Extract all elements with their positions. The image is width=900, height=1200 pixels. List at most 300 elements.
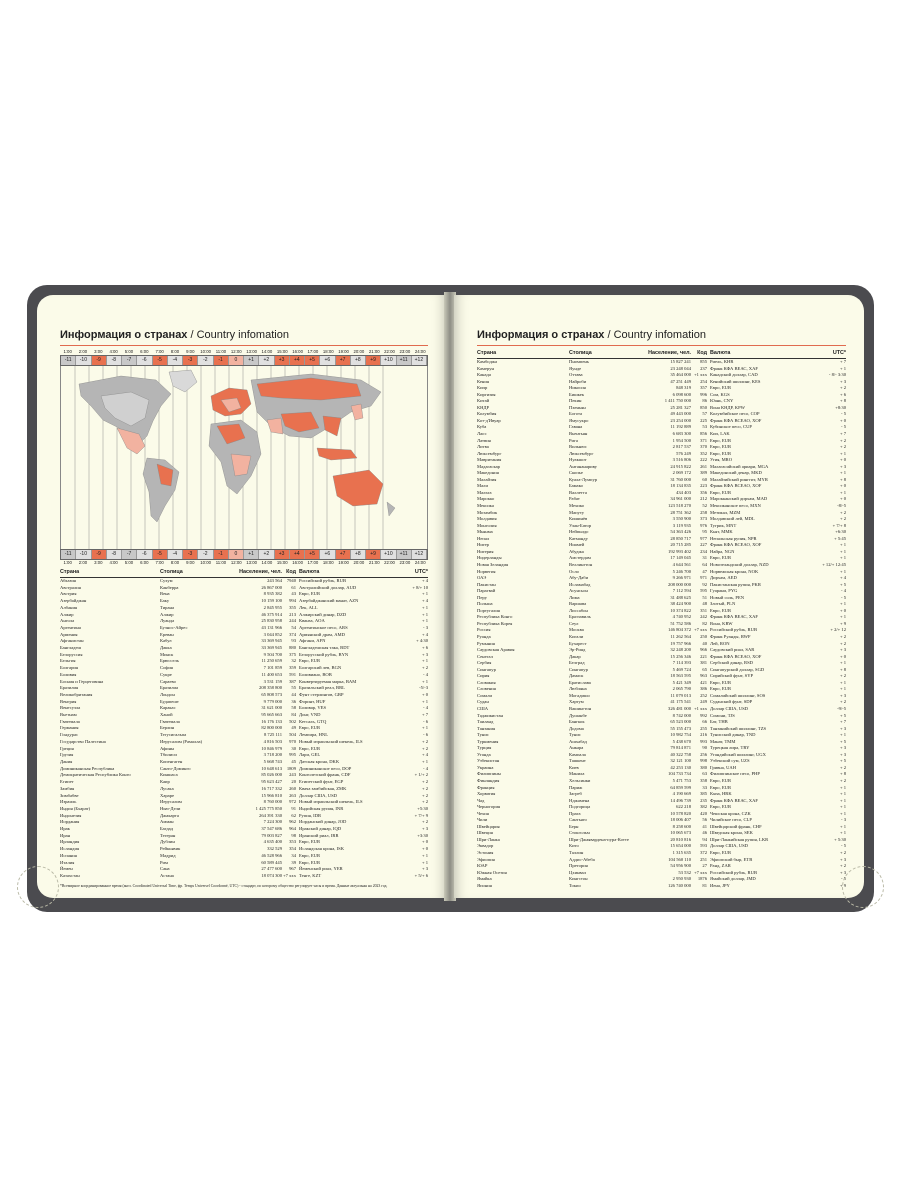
cell-utc: + 8/+ 10: [412, 584, 428, 590]
cell-country: Исландия: [60, 846, 80, 852]
hour-label: 12:00: [230, 560, 242, 565]
cell-capital: Пекин: [569, 398, 582, 404]
cell-code: 381: [700, 660, 707, 666]
cell-capital: Бишкек: [569, 391, 585, 397]
cell-capital: Кишинёв: [569, 516, 588, 522]
cell-country: Эквадор: [477, 843, 494, 849]
cell-population: 5 471 753: [672, 778, 691, 783]
cell-country: Руанда: [477, 633, 491, 639]
cell-capital: Тегусигальпа: [160, 732, 187, 738]
cell-utc: - 4: [423, 765, 428, 771]
hour-label: 11:00: [215, 349, 227, 354]
cell-country: Мальта: [477, 489, 492, 495]
cell-capital: Варшава: [569, 601, 587, 607]
cell-utc: + 0: [839, 653, 846, 659]
cell-utc: + 5/+ 6: [414, 872, 428, 878]
cell-capital: Анкара: [569, 745, 584, 751]
cell-country: Япония: [477, 882, 492, 888]
utc-offset-cell: -3: [183, 550, 198, 559]
cell-population: 10 578 820: [670, 810, 691, 816]
cell-code: 237: [700, 365, 707, 371]
cell-code: 53: [702, 424, 707, 430]
cell-capital: Тбилиси: [160, 752, 177, 758]
cell-currency: Танзанийский шиллинг, TZS: [710, 725, 767, 731]
cell-currency: Тенге, KZT: [299, 872, 322, 878]
table-row: [60, 806, 428, 813]
table-row: [60, 719, 428, 726]
hour-label: 15:00: [276, 560, 288, 565]
cell-code: 244: [289, 618, 296, 624]
cell-currency: Донг, VND: [299, 712, 321, 718]
cell-country: Марокко: [477, 496, 495, 502]
utc-offset-cell: 0: [229, 356, 244, 365]
cell-capital: Додома: [569, 725, 584, 731]
cell-country: Эфиопия: [477, 856, 495, 862]
cell-population: 9 504 700: [263, 651, 282, 657]
cell-country: Сенегал: [477, 653, 493, 659]
cell-capital: Никосия: [569, 385, 586, 391]
cell-code: 27: [702, 863, 707, 869]
cell-population: 6 683 300: [672, 431, 691, 437]
cell-population: 79 814 871: [670, 745, 691, 751]
cell-code: 84: [291, 712, 296, 718]
cell-utc: + 1: [421, 658, 428, 664]
cell-code: 994: [289, 598, 296, 604]
cell-code: 94: [702, 836, 707, 842]
cell-capital: Копенгаген: [160, 758, 183, 764]
cell-currency: Малагасийский ариари, MGA: [710, 463, 769, 469]
world-timezone-map: [60, 366, 428, 549]
cell-capital: Лусака: [160, 785, 174, 791]
cell-capital: Тирана: [160, 604, 174, 610]
cell-population: 4 816 503: [263, 738, 282, 744]
table-row: [60, 779, 428, 786]
cell-capital: Белград: [569, 660, 585, 666]
cell-code: 387: [289, 678, 296, 684]
cell-currency: Сингапурский доллар, SGD: [710, 666, 765, 672]
cell-population: 14 496 739: [670, 797, 691, 803]
cell-capital: Рига: [569, 437, 578, 443]
cell-population: 11 192 889: [670, 424, 691, 430]
cell-currency: Российский рубль, RUB: [710, 869, 758, 875]
cell-population: 5 246 700: [672, 568, 691, 574]
cell-currency: Канадский доллар, CAD: [710, 372, 758, 378]
cell-country: Мавритания: [477, 457, 502, 463]
cell-capital: Кампала: [569, 751, 586, 757]
cell-population: 32 248 200: [670, 647, 691, 653]
cell-currency: Юань, CNY: [710, 398, 734, 404]
cell-currency: Франк КФА ВСЕАО, XOF: [710, 542, 762, 548]
cell-capital: Дублин: [160, 839, 175, 845]
timezone-offsets-top: [60, 355, 428, 366]
cell-country: Гондурас: [60, 732, 79, 738]
cell-country: Новая Зеландия: [477, 561, 509, 567]
cell-utc: + 7/+ 9: [414, 812, 428, 818]
cell-country: ЮАР: [477, 863, 488, 869]
utc-offset-cell: +5: [305, 356, 320, 365]
cell-utc: + 2: [839, 863, 846, 869]
table-row: [60, 759, 428, 766]
cell-code: 261: [700, 463, 707, 469]
cell-code: 1876: [697, 876, 707, 882]
cell-code: 57: [702, 411, 707, 417]
cell-code: 352: [700, 450, 707, 456]
cell-currency: Доллар США, USD: [299, 792, 337, 798]
cell-currency: Молдавский лей, MDL: [710, 516, 755, 522]
cell-currency: Иорданский динар, JOD: [299, 819, 347, 825]
cell-code: 44: [291, 691, 296, 697]
cell-currency: Евро, EUR: [299, 725, 321, 731]
cell-country: Ирландия: [60, 839, 80, 845]
cell-currency: Новый соль, PEN: [710, 594, 745, 600]
cell-utc: + 1: [421, 698, 428, 704]
cell-capital: Яунде: [569, 365, 582, 371]
cell-code: 972: [289, 799, 296, 805]
cell-country: Южная Осетия: [477, 869, 507, 875]
cell-population: 11 079 013: [670, 692, 691, 698]
cell-country: Белоруссия: [60, 651, 83, 657]
cell-utc: + 1: [421, 852, 428, 858]
cell-country: Узбекистан: [477, 758, 500, 764]
hour-label: 8:00: [170, 349, 180, 354]
cell-capital: Загреб: [569, 791, 582, 797]
cell-population: 8 258 600: [672, 823, 691, 829]
cell-population: 332 529: [267, 846, 282, 852]
cell-code: 20: [291, 779, 296, 785]
cell-code: 970: [289, 738, 296, 744]
title-rule: [60, 342, 428, 346]
cell-utc: + 0: [839, 483, 846, 489]
cell-country: Кения: [477, 378, 489, 384]
cell-capital: Абуджа: [569, 548, 584, 554]
hour-label: 21:00: [368, 349, 380, 354]
cell-population: 60 589 445: [261, 859, 282, 865]
cell-currency: Новый израильский шекель, ILS: [299, 799, 363, 805]
cell-code: 855: [700, 359, 707, 364]
cell-code: 39: [291, 859, 296, 865]
cell-code: 358: [700, 778, 707, 783]
cell-utc: + 2: [421, 799, 428, 805]
utc-offset-cell: +2: [259, 550, 274, 559]
cell-currency: Франк КФА ВЕАС, XAF: [710, 797, 758, 803]
cell-code: 386: [700, 686, 707, 692]
table-row: [60, 665, 428, 672]
utc-offset-cell: -2: [198, 550, 213, 559]
cell-capital: Кингстон: [569, 876, 588, 882]
cell-currency: Сомони, TJS: [710, 712, 735, 718]
cell-country: Сирия: [477, 673, 490, 679]
table-row: [60, 766, 428, 773]
cell-utc: - 4: [423, 671, 428, 677]
cell-utc: + 0: [839, 607, 846, 613]
cell-population: 28 751 362: [670, 509, 691, 515]
table-row: [60, 853, 428, 860]
cell-population: 3 516 806: [672, 457, 691, 463]
utc-offset-cell: -6: [137, 356, 152, 365]
cell-utc: + 3: [839, 692, 846, 698]
cell-code: 995: [289, 752, 296, 758]
cell-code: 82: [702, 620, 707, 626]
cell-utc: + 1: [839, 784, 846, 790]
table-row: [60, 672, 428, 679]
table-row: [60, 658, 428, 665]
cell-code: 30: [291, 745, 296, 751]
table-row: [60, 846, 428, 853]
cell-utc: + 2: [839, 385, 846, 391]
cell-currency: Кетсаль, GTQ: [299, 718, 327, 724]
cell-capital: Санто-Доминго: [160, 765, 191, 771]
cell-country: Туркмения: [477, 738, 499, 744]
utc-offset-cell: +9: [366, 356, 381, 365]
cell-currency: Евро, EUR: [710, 784, 732, 790]
table-row: [60, 712, 428, 719]
utc-offset-cell: -2: [198, 356, 213, 365]
cell-capital: Киев: [569, 764, 579, 770]
cell-currency: Марокканский дирхам, MAD: [710, 496, 768, 502]
cell-population: 104 733 734: [668, 771, 691, 777]
cell-population: 5 421 349: [672, 679, 691, 685]
cell-utc: + 9: [839, 882, 846, 888]
cell-capital: Вена: [160, 591, 170, 597]
cell-code: 45: [291, 758, 296, 764]
cell-capital: Сантьяго: [569, 817, 587, 823]
cell-code: 359: [289, 665, 296, 671]
cell-currency: Дирхам, AED: [710, 575, 737, 581]
cell-capital: Скопье: [569, 470, 583, 476]
cell-country: США: [477, 705, 489, 711]
cell-population: 2 065 790: [672, 686, 691, 692]
table-row: [60, 645, 428, 652]
title-en: / Country infomation: [607, 329, 706, 341]
table-row: [60, 612, 428, 619]
cell-utc: + 0: [839, 496, 846, 502]
table-row: [60, 585, 428, 592]
hour-label: 23:00: [399, 349, 411, 354]
utc-offset-cell: -9: [92, 356, 107, 365]
cell-utc: + 3: [839, 647, 846, 653]
cell-country: Армения: [60, 631, 78, 637]
utc-offset-cell: +6: [320, 550, 335, 559]
cell-currency: Боливиано, BOB: [299, 671, 332, 677]
cell-population: 54 956 900: [670, 863, 691, 869]
cell-utc: - 4: [423, 705, 428, 711]
cell-population: 5 469 724: [672, 666, 691, 672]
cell-currency: Метикал, MZM: [710, 509, 741, 515]
cell-country: Германия: [60, 725, 79, 731]
cell-code: 243: [289, 772, 296, 778]
hour-label: 6:00: [140, 560, 149, 565]
cell-country: Куба: [477, 424, 487, 430]
cell-capital: Манила: [569, 771, 585, 777]
cell-currency: Суданский фунт, SDP: [710, 699, 753, 705]
cell-code: 62: [291, 812, 296, 818]
page-title: [477, 329, 846, 342]
cell-utc: + 1/+ 2: [414, 772, 428, 778]
cell-capital: Ямусукро: [569, 417, 589, 423]
cell-utc: + 1: [839, 489, 846, 495]
cell-country: Судан: [477, 699, 489, 705]
cell-utc: + 1: [839, 568, 846, 574]
cell-country: КНДР: [477, 404, 490, 410]
cell-population: 9 266 971: [672, 575, 691, 581]
cell-country: Афганистан: [60, 638, 84, 644]
cell-country: Таиланд: [477, 719, 494, 725]
cell-population: 208 358 800: [259, 685, 282, 691]
cell-currency: Боливар, VES: [299, 705, 327, 711]
utc-offset-cell: -1: [214, 356, 229, 365]
table-row: [60, 833, 428, 840]
cell-code: 971: [700, 575, 707, 581]
cell-code: 55: [291, 685, 296, 691]
utc-offset-cell: +8: [351, 550, 366, 559]
cell-code: 32: [291, 658, 296, 664]
cell-utc: + 7/+ 8: [832, 522, 846, 528]
table-row: [60, 739, 428, 746]
cell-population: 9 779 000: [263, 698, 282, 704]
cell-currency: Форинт, HUF: [299, 698, 326, 704]
cell-code: 46: [702, 830, 707, 836]
cell-code: 66: [702, 719, 707, 725]
cell-utc: - 5: [841, 411, 846, 417]
cell-utc: + 1: [839, 823, 846, 829]
cell-country: Мексика: [477, 503, 494, 509]
cell-population: 15 256 346: [670, 653, 691, 659]
cell-country: Нигер: [477, 542, 489, 548]
cell-country: Египет: [60, 779, 74, 785]
cell-currency: Бат, THB: [710, 719, 728, 725]
cell-utc: - 8/- 3:30: [828, 372, 846, 378]
cell-country: Уганда: [477, 751, 491, 757]
cell-currency: Армянский драм, AMD: [299, 631, 345, 637]
cell-capital: Будапешт: [160, 698, 179, 704]
hour-label: 13:00: [246, 560, 257, 565]
cell-country: Демократическая Республика Конго: [60, 772, 131, 778]
table-row: [60, 819, 428, 826]
cell-currency: Алжирский динар, DZD: [299, 611, 347, 617]
cell-currency: Чилийское песо, CLP: [710, 817, 752, 823]
cell-country: Чехия: [477, 810, 489, 816]
cell-utc: + 7: [839, 431, 846, 437]
cell-country: Литва: [477, 444, 489, 450]
cell-currency: Лемпира, HNL: [299, 732, 329, 738]
table-row: [60, 679, 428, 686]
left-page: [37, 295, 446, 898]
cell-code: 213: [289, 611, 296, 617]
utc-offset-cell: +10: [381, 356, 396, 365]
cell-utc: - 5: [841, 594, 846, 600]
cell-utc: - 3: [841, 817, 846, 823]
cell-capital: Аддис-Абеба: [569, 856, 595, 862]
cell-capital: Вьентьян: [569, 431, 588, 437]
cell-code: 372: [700, 850, 707, 856]
cell-currency: Найра, NGN: [710, 548, 735, 554]
cell-population: 15 827 241: [670, 359, 691, 364]
cell-utc: + 2: [421, 785, 428, 791]
cell-code: 371: [700, 437, 707, 443]
header-population: Население, чел.: [648, 350, 691, 356]
hour-label: 17:00: [307, 349, 319, 354]
cell-capital: Бразилиа: [160, 685, 179, 691]
cell-utc: + 2: [421, 665, 428, 671]
table-row: [60, 873, 428, 880]
cell-population: 264 391 330: [259, 812, 282, 818]
cell-country: Колумбия: [477, 411, 497, 417]
hour-label: 24:00: [414, 349, 426, 354]
cell-capital: Дакка: [160, 645, 172, 651]
hour-label: 6:00: [140, 349, 149, 354]
cell-currency: Чешская крона, CZK: [710, 810, 751, 816]
cell-population: 8 760 000: [263, 799, 282, 805]
table-row: [60, 732, 428, 739]
cell-utc: + 1: [421, 604, 428, 610]
cell-utc: + 1: [839, 470, 846, 476]
cell-capital: Претория: [569, 863, 588, 869]
cell-utc: + 2: [421, 819, 428, 825]
cell-utc: + 1: [839, 450, 846, 456]
cell-utc: + 7: [839, 359, 846, 364]
cell-currency: Российский рубль, RUB: [299, 578, 347, 583]
cell-country: Азербайджан: [60, 598, 87, 604]
cell-utc: + 1: [839, 732, 846, 738]
cell-country: Республика Конго: [477, 614, 513, 620]
cell-capital: Токио: [569, 882, 581, 888]
cell-population: 51 752 586: [670, 620, 691, 626]
cell-population: 5 668 743: [263, 758, 282, 764]
cell-currency: Российский рубль, RUB: [710, 627, 758, 633]
cell-utc: + 2: [839, 444, 846, 450]
cell-capital: Люксембург: [569, 450, 594, 456]
hour-label: 16:00: [292, 349, 303, 354]
cell-code: 351: [700, 607, 707, 613]
cell-capital: Катманду: [569, 535, 588, 541]
cell-utc: + 1: [839, 797, 846, 803]
cell-population: 42 253 130: [670, 764, 691, 770]
cell-utc: + 0: [421, 839, 428, 845]
cell-country: Индия (Бхарат): [60, 805, 91, 811]
timezone-hours-top: [60, 349, 428, 355]
cell-currency: Угандийский шиллинг, UGX: [710, 751, 766, 757]
cell-population: 243 564: [267, 578, 282, 583]
cell-country: Бразилия: [60, 685, 79, 691]
table-row: [60, 685, 428, 692]
cell-code: 255: [700, 725, 707, 731]
hour-label: 14:00: [261, 560, 273, 565]
hour-label: 20:00: [353, 349, 365, 354]
cell-utc: + 1: [839, 686, 846, 692]
utc-offset-cell: +11: [397, 550, 412, 559]
cell-country: Саудовская Аравия: [477, 647, 515, 653]
cell-country: Молдавия: [477, 516, 497, 522]
cell-code: 963: [700, 673, 707, 679]
cell-utc: + 4: [839, 575, 846, 581]
table-row: [60, 826, 428, 833]
cell-capital: Кабул: [160, 638, 172, 644]
cell-country: Алжир: [60, 611, 74, 617]
hour-label: 8:00: [170, 560, 180, 565]
cell-population: 7 114 393: [672, 660, 691, 666]
cell-code: 850: [700, 404, 707, 410]
cell-utc: + 1: [421, 618, 428, 624]
cell-currency: Аргентинское песо, ARS: [299, 624, 348, 630]
cell-utc: + 4: [421, 598, 428, 604]
table-row: [60, 705, 428, 712]
table-row: [60, 860, 428, 867]
cell-utc: + 1: [839, 601, 846, 607]
cell-currency: Евро, EUR: [710, 778, 732, 783]
utc-offset-cell: -8: [107, 356, 122, 365]
cell-population: 1 315 635: [672, 850, 691, 856]
hour-label: 10:00: [200, 349, 211, 354]
